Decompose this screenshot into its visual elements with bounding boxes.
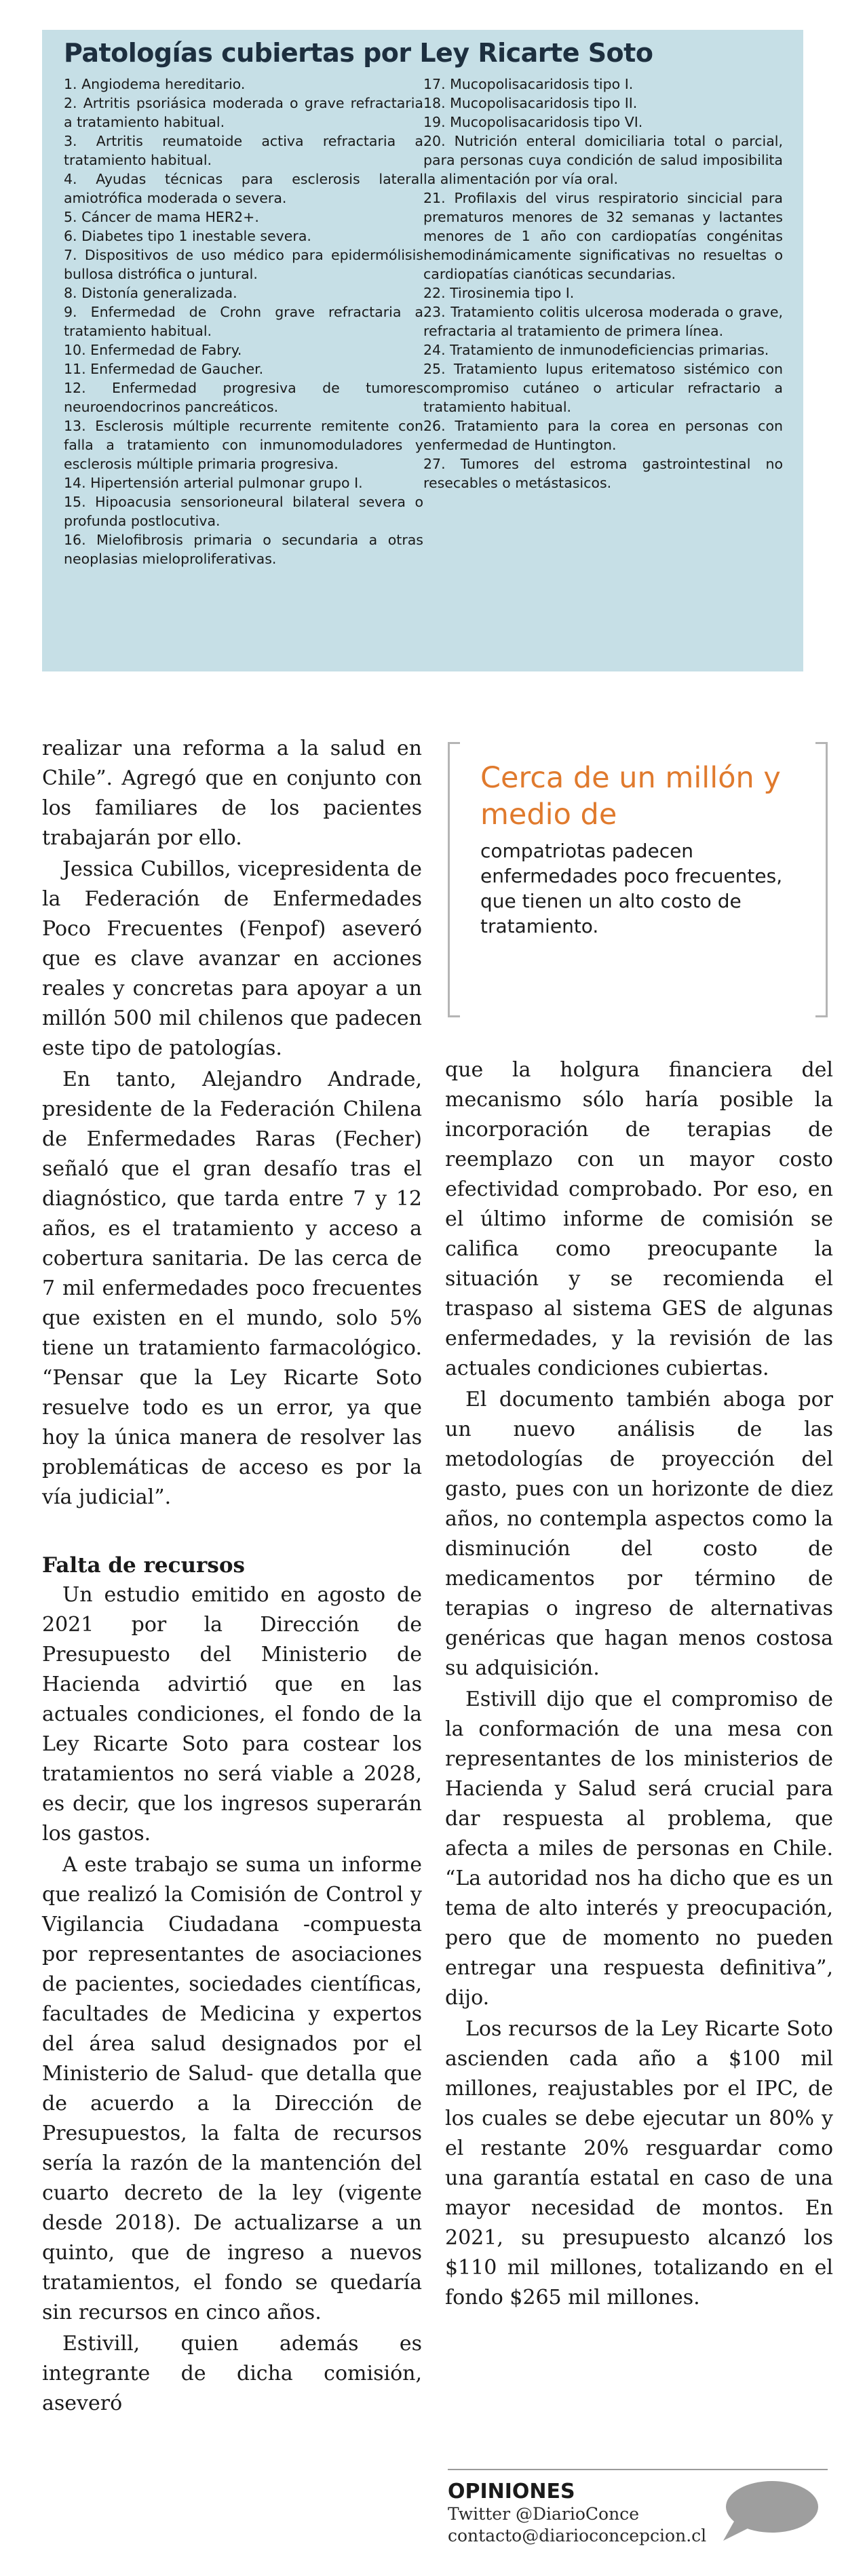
article-paragraph: El documento también aboga por un nuevo análisis de las metodologías de proyección del gasto, pues con un horizonte de diez años, no contempla aspectos como la disminución del costo de medicamentos por término de terapias o ingreso de alternativas genéricas que hagan menos costosa su adquisición. bbox=[445, 1388, 833, 1680]
opinions-twitter[interactable]: Twitter @DiarioConce bbox=[448, 2504, 639, 2524]
pathology-item: 7. Dispositivos de uso médico para epidermólisis bullosa distrófica o juntural. bbox=[64, 247, 423, 282]
pathology-item: 11. Enfermedad de Gaucher. bbox=[64, 361, 264, 377]
pathology-item: 19. Mucopolisacaridosis tipo VI. bbox=[423, 114, 643, 130]
pull-quote-headline: Cerca de un millón y medio de bbox=[480, 761, 781, 832]
article-column-left bbox=[42, 734, 422, 2419]
pathologies-box bbox=[42, 30, 803, 671]
article-paragraph: Los recursos de la Ley Ricarte Soto ascienden cada año a $100 mil millones, reajustables por el IPC, de los cuales se debe ejecutar un 80% y el restante 20% resguardar como una garantía estatal en caso de una mayor necesidad de montos. En 2021, su presupuesto alcanzó los $110 mil millones, totalizando en el fondo $265 mil millones. bbox=[445, 2017, 833, 2309]
pathologies-list-left bbox=[64, 75, 423, 568]
pathology-item: 23. Tratamiento colitis ulcerosa moderada o grave, refractaria al tratamiento de primera línea. bbox=[423, 304, 783, 339]
pathology-item: 5. Cáncer de mama HER2+. bbox=[64, 209, 259, 225]
pathology-item: 10. Enfermedad de Fabry. bbox=[64, 342, 242, 358]
pathology-item: 18. Mucopolisacaridosis tipo II. bbox=[423, 95, 638, 111]
opinions-title: OPINIONES bbox=[448, 2480, 575, 2503]
pathology-item: 2. Artritis psoriásica moderada o grave refractaria a tratamiento habitual. bbox=[64, 95, 423, 130]
pathology-item: 21. Profilaxis del virus respiratorio sincicial para prematuros menores de 32 semanas y lactantes menores de 1 año con cardiopatías congénitas hemodinámicamente significativas no resueltas o cardiopatías cianóticas secundarias. bbox=[423, 190, 783, 282]
pull-quote-bracket-right bbox=[815, 742, 828, 1017]
pathology-item: 16. Mielofibrosis primaria o secundaria a otras neoplasias mieloproliferativas. bbox=[64, 532, 423, 567]
pathology-item: 14. Hipertensión arterial pulmonar grupo I. bbox=[64, 475, 363, 491]
article-paragraph: En tanto, Alejandro Andrade, presidente de la Federación Chilena de Enfermedades Raras (Fecher) señaló que el gran desafío tras el diagnóstico, que tarda entre 7 y 12 años, es el tratamiento y acceso a cobertura sanitaria. De las cerca de 7 mil enfermedades poco frecuentes que existen en el mundo, solo 5% tiene un tratamiento farmacológico. “Pensar que la Ley Ricarte Soto resuelve todo es un error, ya que hoy la única manera de resolver las problemáticas de acceso es por la vía judicial”. bbox=[42, 1068, 422, 1509]
pathology-item: 25. Tratamiento lupus eritematoso sistémico con compromiso cutáneo o articular refractario a tratamiento habitual. bbox=[423, 361, 783, 415]
pathology-item: 22. Tirosinemia tipo I. bbox=[423, 285, 575, 301]
article-paragraph: Estivill, quien además es integrante de dicha comisión, aseveró bbox=[42, 2332, 422, 2415]
article-paragraph: Estivill dijo que el compromiso de la conformación de una mesa con representantes de los ministerios de Hacienda y Salud será crucial para dar respuesta al problema, que afecta a miles de personas en Chile. “La autoridad nos ha dicho que es un tema de alto interés y preocupación, pero que de momento no pueden entregar una respuesta definitiva”, dijo. bbox=[445, 1687, 833, 2010]
article-paragraph: A este trabajo se suma un informe que realizó la Comisión de Control y Vigilancia Ciudadana -compuesta por representantes de asociaciones de pacientes, sociedades científicas, facultades de Medicina y expertos del área salud designados por el Ministerio de Salud- que detalla que de acuerdo a la Dirección de Presupuestos, la falta de recursos sería la razón de la mantención del cuarto decreto de la ley (vigente desde 2018). De actualizarse a un quinto, que de ingreso a nuevos tratamientos, el fondo se quedaría sin recursos en cinco años. bbox=[42, 1853, 422, 2324]
pull-quote bbox=[448, 742, 828, 1017]
opinions-email[interactable]: contacto@diarioconcepcion.cl bbox=[448, 2526, 707, 2545]
pathology-item: 1. Angiodema hereditario. bbox=[64, 76, 246, 92]
pathology-item: 8. Distonía generalizada. bbox=[64, 285, 237, 301]
pathologies-list-right bbox=[423, 75, 783, 568]
pathologies-title: Patologías cubiertas por Ley Ricarte Soto bbox=[64, 38, 653, 68]
pathology-item: 24. Tratamiento de inmunodeficiencias primarias. bbox=[423, 342, 769, 358]
pull-quote-body: compatriotas padecen enfermedades poco frecuentes, que tienen un alto costo de tratamiento. bbox=[480, 840, 783, 937]
pathology-item: 4. Ayudas técnicas para esclerosis lateral amiotrófica moderada o severa. bbox=[64, 171, 423, 206]
pathology-item: 15. Hipoacusia sensorioneural bilateral severa o profunda postlocutiva. bbox=[64, 494, 423, 529]
pathology-item: 17. Mucopolisacaridosis tipo I. bbox=[423, 76, 634, 92]
speech-bubble-icon bbox=[719, 2478, 821, 2543]
pathology-item: 9. Enfermedad de Crohn grave refractaria a tratamiento habitual. bbox=[64, 304, 423, 339]
pathology-item: 6. Diabetes tipo 1 inestable severa. bbox=[64, 228, 311, 244]
pathology-item: 12. Enfermedad progresiva de tumores neuroendocrinos pancreáticos. bbox=[64, 380, 423, 415]
pathology-item: 3. Artritis reumatoide activa refractaria a tratamiento habitual. bbox=[64, 133, 423, 168]
pathology-item: 26. Tratamiento para la corea en personas con enfermedad de Huntington. bbox=[423, 418, 783, 453]
section-subheading: Falta de recursos bbox=[42, 1553, 245, 1578]
article-paragraph: que la holgura financiera del mecanismo sólo haría posible la incorporación de terapias de reemplazo con un mayor costo efectividad comprobado. Por eso, en el último informe de comisión se califica como preocupante la situación y se recomienda el traspaso al sistema GES de algunas enfermedades, y la revisión de las actuales condiciones cubiertas. bbox=[445, 1058, 833, 1380]
article-column-right bbox=[445, 1055, 833, 2313]
pull-quote-bracket-left bbox=[448, 742, 460, 1017]
article-paragraph: Jessica Cubillos, vicepresidenta de la Federación de Enfermedades Poco Frecuentes (Fenpof) aseveró que es clave avanzar en acciones reales y concretas para apoyar a un millón 500 mil chilenos que padecen este tipo de patologías. bbox=[42, 857, 422, 1060]
pathology-item: 27. Tumores del estroma gastrointestinal no resecables o metástasicos. bbox=[423, 456, 783, 491]
pathology-item: 20. Nutrición enteral domiciliaria total o parcial, para personas cuya condición de salud imposibilita la alimentación por vía oral. bbox=[423, 133, 783, 187]
pathologies-columns bbox=[64, 75, 783, 568]
article-paragraph: Un estudio emitido en agosto de 2021 por la Dirección de Presupuesto del Ministerio de Hacienda advirtió que en las actuales condiciones, el fondo de la Ley Ricarte Soto para costear los tratamientos no será viable a 2028, es decir, que los ingresos superarán los gastos. bbox=[42, 1583, 422, 1846]
article-paragraph: realizar una reforma a la salud en Chile”. Agregó que en conjunto con los familiares de los pacientes trabajarán por ello. bbox=[42, 737, 422, 850]
pathology-item: 13. Esclerosis múltiple recurrente remitente con falla a tratamiento con inmunomoduladores y esclerosis múltiple primaria progresiva. bbox=[64, 418, 423, 472]
opinions-footer bbox=[448, 2469, 828, 2572]
